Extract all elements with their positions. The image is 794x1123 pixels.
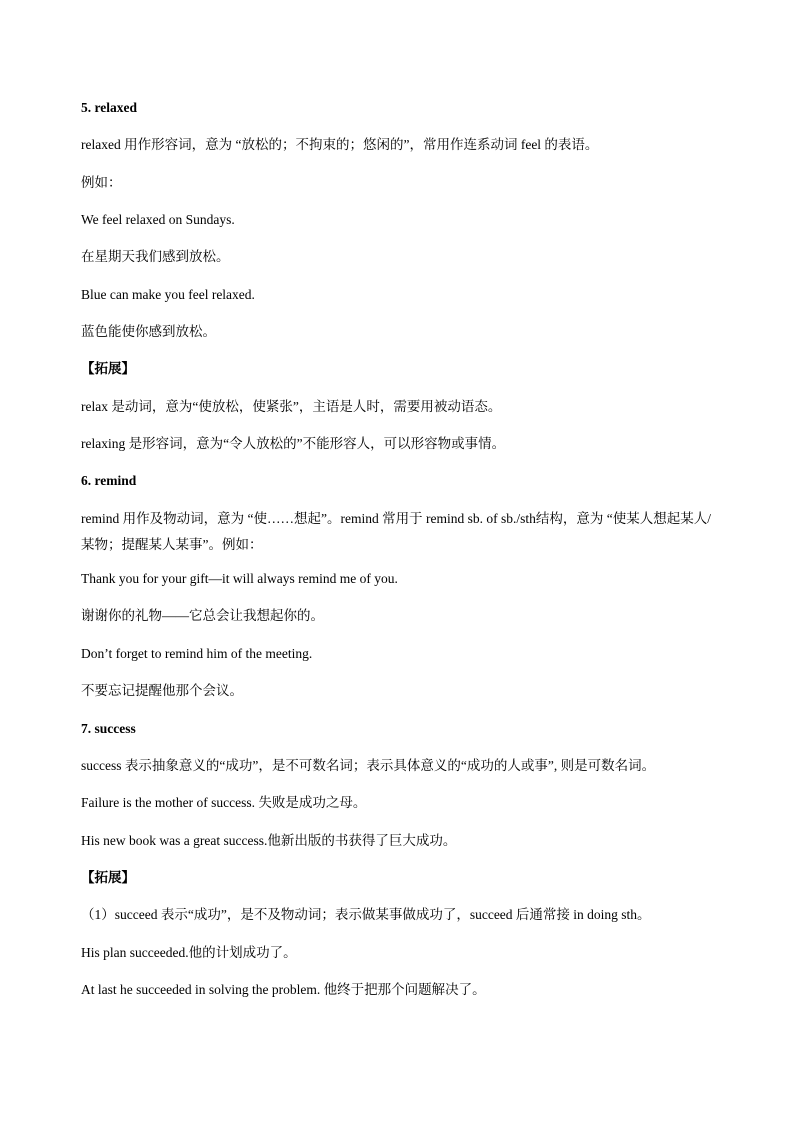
section-heading-relaxed: 5. relaxed [81,100,137,115]
example-sentence: At last he succeeded in solving the problem. 他终于把那个问题解决了。 [81,982,486,997]
section-heading-remind: 6. remind [81,473,137,488]
section-heading-success: 7. success [81,721,136,736]
example-translation: 谢谢你的礼物——它总会让我想起你的。 [81,608,324,623]
paragraph: relax 是动词，意为“使放松，使紧张”，主语是人时，需要用被动语态。 [81,399,502,414]
example-sentence: His new book was a great success.他新出版的书获得了巨大成功。 [81,833,457,848]
paragraph: 例如： [81,175,122,190]
paragraph: （1）succeed 表示“成功”，是不及物动词；表示做某事做成功了，succeed 后通常接 in doing sth。 [81,907,651,922]
example-sentence: Don’t forget to remind him of the meeting. [81,646,313,661]
extension-heading: 【拓展】 [81,870,135,885]
paragraph: relaxing 是形容词，意为“令人放松的”不能形容人，可以形容物或事情。 [81,436,506,451]
example-sentence: Failure is the mother of success. 失败是成功之母。 [81,795,367,810]
example-translation: 蓝色能使你感到放松。 [81,324,216,339]
extension-heading: 【拓展】 [81,361,135,376]
example-translation: 在星期天我们感到放松。 [81,249,230,264]
example-sentence: His plan succeeded.他的计划成功了。 [81,945,297,960]
example-sentence: Thank you for your gift—it will always remind me of you. [81,571,398,586]
example-translation: 不要忘记提醒他那个会议。 [81,683,243,698]
paragraph: relaxed 用作形容词，意为 “放松的；不拘束的；悠闲的”，常用作连系动词 feel 的表语。 [81,137,599,152]
example-sentence: We feel relaxed on Sundays. [81,212,235,227]
paragraph: success 表示抽象意义的“成功”，是不可数名词；表示具体意义的“成功的人或事”, 则是可数名词。 [81,758,656,773]
example-sentence: Blue can make you feel relaxed. [81,287,255,302]
paragraph: remind 用作及物动词，意为 “使……想起”。remind 常用于 remind sb. of sb./sth结构，意为 “使某人想起某人/某物；提醒某人某事”。例如： [81,511,711,552]
